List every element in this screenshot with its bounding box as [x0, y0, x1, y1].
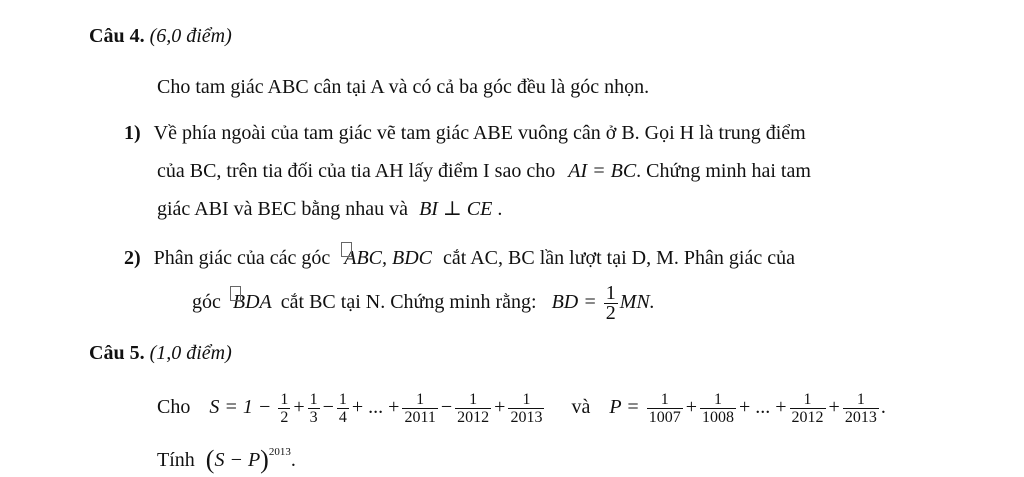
part-2-text-2b: cắt BC tại N. Chứng minh rằng:	[280, 291, 537, 313]
part-2-text-2a: góc	[192, 291, 221, 313]
fraction-denominator: 2	[280, 408, 289, 426]
fraction-denominator: 4	[338, 408, 347, 426]
part-1-text-3b: .	[497, 198, 503, 220]
question-4-heading-line	[89, 24, 232, 48]
question-5-label: Câu 5.	[89, 342, 145, 364]
s-term-operator: −	[322, 396, 334, 418]
part-2-angle-bda: BDA	[232, 291, 272, 313]
fraction-numerator: 1	[647, 391, 683, 409]
part-2-text-1b: cắt AC, BC lần lượt tại D, M. Phân giác của	[443, 247, 795, 269]
fraction-numerator: 1	[508, 391, 544, 409]
part-1-line-1	[124, 121, 806, 145]
s-term-operator: +	[494, 396, 506, 418]
s-term-fraction	[455, 391, 491, 426]
s-term-operator: +	[293, 396, 305, 418]
p-term-operator: + ... +	[738, 396, 787, 418]
compute-line: Tính $(S - P)^{2013}$.	[157, 445, 296, 474]
p-expression	[645, 390, 881, 426]
fraction-denominator: 3	[309, 408, 318, 426]
question-4-points: (6,0 điểm)	[149, 25, 232, 47]
part-1-text-1: Về phía ngoài của tam giác vẽ tam giác ABE vuông cân ở B. Gọi H là trung điểm	[153, 122, 806, 144]
question-4-intro: Cho tam giác ABC cân tại A và có cả ba góc đều là góc nhọn.	[157, 76, 650, 98]
fraction-denominator: 1007	[648, 408, 681, 426]
part-2-equation-rhs: MN.	[619, 291, 655, 313]
part-1-line-2	[157, 159, 811, 183]
fraction-numerator: 1	[700, 391, 736, 409]
p-term-fraction	[843, 391, 879, 426]
question-5-points: (1,0 điểm)	[149, 342, 232, 364]
fraction-numerator: 1	[402, 391, 437, 409]
s-term-operator: −	[440, 396, 453, 418]
p-term-fraction	[700, 391, 736, 426]
fraction-denominator: 2013	[844, 408, 877, 426]
s-term-fraction	[508, 391, 544, 426]
part-1-text-3a: giác ABI và BEC bằng nhau và	[157, 198, 409, 220]
compute-exponent: 2013	[268, 446, 291, 458]
part-2-equation-lhs: BD =	[551, 291, 597, 313]
fraction-denominator: 2012	[791, 408, 824, 426]
fraction-numerator: 1	[338, 390, 347, 408]
angle-symbol-icon	[341, 242, 352, 257]
part-1-line-3	[157, 197, 502, 221]
cho-label: Cho	[157, 396, 191, 418]
fraction-numerator: 1	[309, 390, 318, 408]
fraction-numerator: 1	[843, 391, 879, 409]
compute-expression: S − P	[214, 449, 261, 471]
s-lhs: S = 1 −	[209, 396, 272, 418]
fraction-denominator: 2012	[457, 408, 490, 426]
fraction-numerator: 1	[280, 390, 289, 408]
tinh-label: Tính	[157, 449, 195, 471]
fraction-numerator: 1	[790, 391, 826, 409]
part-1-text-2b: . Chứng minh hai tam	[636, 160, 811, 182]
fraction-numerator: 1	[455, 391, 491, 409]
s-term-fraction	[278, 391, 290, 426]
part-2-line-2	[192, 282, 655, 323]
part-2-number: 2)	[124, 247, 141, 269]
sum-definitions-line: Cho S = 1 − $\frac{1}{2}$ + $\frac{1}{3}$ − $\frac{1}{4}$ + ... + $\frac{1}{2011}$ − $\frac{1}{2012}$ + $\frac{1}{2013}$ và P = $\frac{1}{1007}$ + $\frac{1}{1008}$ + ... + $\frac{1}{2012}$ + $\frac{1}{2013}$ .	[157, 390, 886, 426]
part-1-text-2a: của BC, trên tia đối của tia AH lấy điểm I sao cho	[157, 160, 556, 182]
fraction-numerator: 1	[605, 281, 616, 304]
part-1-number: 1)	[124, 122, 141, 144]
s-term-fraction	[337, 391, 349, 426]
s-term-fraction	[402, 391, 437, 426]
part-2-angles: ABC, BDC	[344, 247, 433, 269]
s-term-fraction	[308, 391, 320, 426]
part-1-perpendicular: BI ⊥ CE	[419, 198, 493, 220]
p-lhs: P =	[609, 396, 640, 418]
and-label: và	[571, 396, 591, 418]
p-term-operator: +	[828, 396, 840, 418]
s-expression	[276, 390, 546, 426]
p-term-operator: +	[685, 396, 697, 418]
fraction-denominator: 2	[605, 301, 616, 324]
part-2-line-1	[124, 242, 795, 270]
fraction-denominator: 1008	[701, 408, 734, 426]
part-2-text-1a: Phân giác của các góc	[153, 247, 331, 269]
part-2-fraction	[604, 281, 618, 324]
question-4-label: Câu 4.	[89, 25, 145, 47]
part-1-equation-ai-bc: AI = BC	[568, 160, 637, 182]
angle-symbol-icon	[230, 286, 241, 301]
s-term-operator: + ... +	[351, 396, 400, 418]
fraction-denominator: 2013	[510, 408, 543, 426]
question-5-heading-line	[89, 341, 232, 365]
p-term-fraction	[647, 391, 683, 426]
p-term-fraction	[790, 391, 826, 426]
fraction-denominator: 2011	[404, 408, 436, 426]
